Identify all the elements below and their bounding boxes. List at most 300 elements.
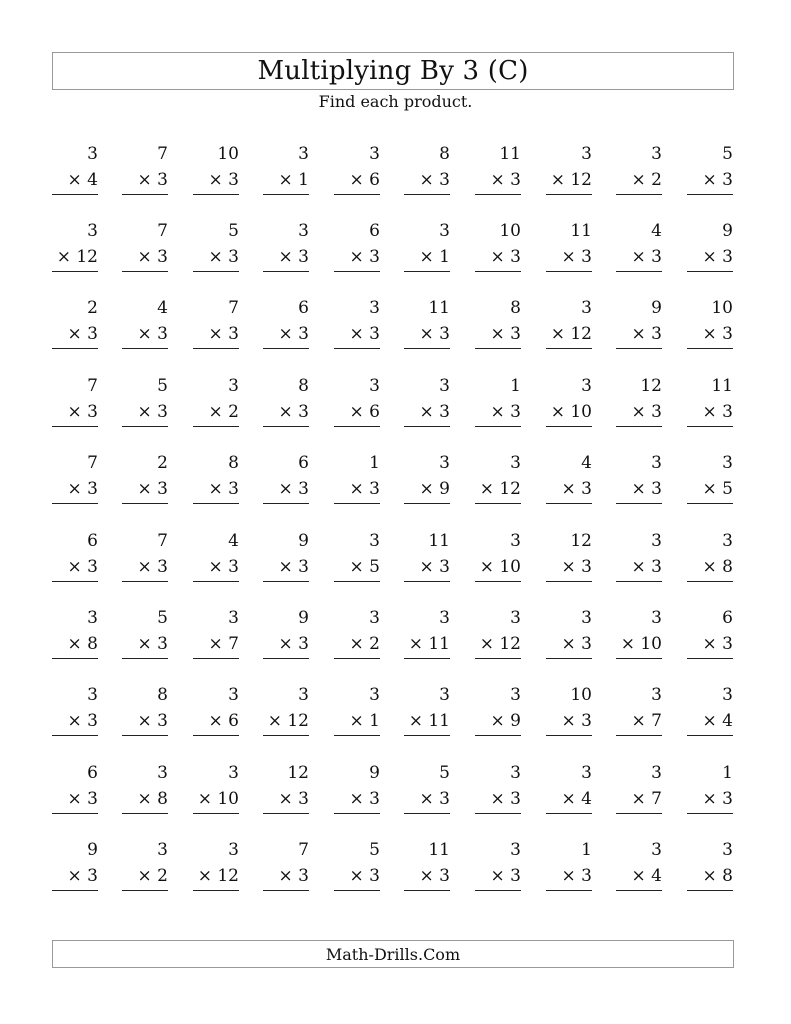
multiplier: × 3	[208, 324, 239, 344]
multiplier: × 4	[702, 711, 733, 731]
multiplier: × 3	[67, 324, 98, 344]
answer-line	[334, 658, 380, 659]
problem-4-7	[475, 378, 521, 427]
answer-line	[475, 271, 521, 272]
multiplier: × 3	[67, 557, 98, 577]
answer-line	[404, 581, 450, 582]
multiplicand: 6	[298, 453, 309, 473]
answer-line	[616, 735, 662, 736]
multiplier: × 3	[702, 634, 733, 654]
answer-line	[687, 658, 733, 659]
multiplier: × 2	[208, 402, 239, 422]
problem-10-2	[122, 842, 168, 891]
multiplicand: 1	[581, 840, 592, 860]
problem-7-3	[193, 610, 239, 659]
answer-line	[546, 813, 592, 814]
multiplier: × 1	[278, 170, 309, 190]
answer-line	[404, 658, 450, 659]
answer-line	[193, 890, 239, 891]
problem-6-9	[616, 533, 662, 582]
problem-7-9	[616, 610, 662, 659]
multiplier: × 3	[490, 324, 521, 344]
multiplier: × 3	[208, 479, 239, 499]
multiplicand: 3	[439, 376, 450, 396]
multiplier: × 3	[278, 479, 309, 499]
multiplicand: 3	[651, 608, 662, 628]
answer-line	[687, 271, 733, 272]
answer-line	[122, 735, 168, 736]
multiplicand: 3	[369, 531, 380, 551]
multiplier: × 12	[479, 634, 521, 654]
problem-2-9	[616, 223, 662, 272]
multiplicand: 3	[651, 144, 662, 164]
answer-line	[546, 581, 592, 582]
multiplicand: 5	[157, 608, 168, 628]
answer-line	[687, 735, 733, 736]
answer-line	[404, 890, 450, 891]
problem-8-10	[687, 687, 733, 736]
answer-line	[263, 194, 309, 195]
problem-4-8	[546, 378, 592, 427]
multiplicand: 3	[87, 221, 98, 241]
problem-5-2	[122, 455, 168, 504]
multiplier: × 5	[702, 479, 733, 499]
multiplier: × 3	[349, 324, 380, 344]
answer-line	[404, 735, 450, 736]
multiplier: × 4	[631, 866, 662, 886]
answer-line	[334, 503, 380, 504]
answer-line	[193, 503, 239, 504]
multiplicand: 3	[722, 453, 733, 473]
problem-1-1	[52, 146, 98, 195]
multiplier: × 3	[702, 247, 733, 267]
problem-7-10	[687, 610, 733, 659]
answer-line	[193, 581, 239, 582]
multiplier: × 3	[561, 557, 592, 577]
answer-line	[687, 426, 733, 427]
multiplicand: 3	[228, 376, 239, 396]
multiplier: × 3	[208, 557, 239, 577]
multiplicand: 3	[651, 453, 662, 473]
answer-line	[263, 813, 309, 814]
multiplicand: 6	[298, 298, 309, 318]
problem-9-7	[475, 765, 521, 814]
answer-line	[193, 426, 239, 427]
multiplier: × 7	[631, 789, 662, 809]
problem-6-8	[546, 533, 592, 582]
answer-line	[546, 271, 592, 272]
problem-1-3	[193, 146, 239, 195]
multiplier: × 10	[197, 789, 239, 809]
answer-line	[546, 735, 592, 736]
answer-line	[122, 658, 168, 659]
multiplier: × 3	[137, 634, 168, 654]
answer-line	[616, 581, 662, 582]
multiplicand: 10	[570, 685, 592, 705]
problem-8-7	[475, 687, 521, 736]
multiplier: × 3	[349, 866, 380, 886]
problem-9-9	[616, 765, 662, 814]
multiplier: × 3	[137, 324, 168, 344]
answer-line	[193, 735, 239, 736]
answer-line	[687, 194, 733, 195]
multiplier: × 3	[419, 170, 450, 190]
answer-line	[687, 581, 733, 582]
multiplier: × 11	[408, 711, 450, 731]
problem-6-3	[193, 533, 239, 582]
multiplier: × 10	[550, 402, 592, 422]
multiplicand: 3	[439, 221, 450, 241]
multiplicand: 4	[581, 453, 592, 473]
multiplier: × 8	[702, 557, 733, 577]
multiplier: × 6	[349, 170, 380, 190]
problem-4-4	[263, 378, 309, 427]
multiplier: × 2	[631, 170, 662, 190]
multiplicand: 3	[439, 453, 450, 473]
multiplicand: 3	[722, 685, 733, 705]
multiplier: × 3	[490, 789, 521, 809]
answer-line	[546, 348, 592, 349]
multiplicand: 3	[651, 763, 662, 783]
multiplicand: 3	[228, 608, 239, 628]
multiplicand: 9	[298, 531, 309, 551]
multiplicand: 3	[369, 144, 380, 164]
answer-line	[475, 813, 521, 814]
answer-line	[334, 271, 380, 272]
problem-5-9	[616, 455, 662, 504]
multiplier: × 9	[419, 479, 450, 499]
answer-line	[475, 890, 521, 891]
problem-3-3	[193, 300, 239, 349]
answer-line	[546, 194, 592, 195]
multiplicand: 9	[722, 221, 733, 241]
answer-line	[193, 271, 239, 272]
problem-1-6	[404, 146, 450, 195]
problem-9-3	[193, 765, 239, 814]
footer-text: Math-Drills.Com	[325, 944, 461, 964]
problem-2-3	[193, 223, 239, 272]
answer-line	[263, 348, 309, 349]
multiplier: × 3	[278, 557, 309, 577]
multiplicand: 9	[87, 840, 98, 860]
problem-9-6	[404, 765, 450, 814]
problem-7-1	[52, 610, 98, 659]
multiplicand: 5	[439, 763, 450, 783]
problem-5-1	[52, 455, 98, 504]
multiplicand: 1	[510, 376, 521, 396]
answer-line	[122, 890, 168, 891]
problem-5-3	[193, 455, 239, 504]
answer-line	[687, 813, 733, 814]
multiplier: × 4	[67, 170, 98, 190]
multiplier: × 10	[620, 634, 662, 654]
multiplier: × 3	[67, 402, 98, 422]
problem-5-5	[334, 455, 380, 504]
problem-7-2	[122, 610, 168, 659]
multiplier: × 3	[631, 247, 662, 267]
multiplier: × 3	[561, 247, 592, 267]
multiplicand: 3	[157, 840, 168, 860]
answer-line	[263, 503, 309, 504]
problem-10-7	[475, 842, 521, 891]
multiplier: × 3	[419, 402, 450, 422]
answer-line	[52, 658, 98, 659]
multiplicand: 3	[228, 763, 239, 783]
problem-8-9	[616, 687, 662, 736]
problem-4-10	[687, 378, 733, 427]
multiplier: × 5	[349, 557, 380, 577]
problem-10-4	[263, 842, 309, 891]
multiplier: × 3	[137, 170, 168, 190]
multiplicand: 3	[298, 221, 309, 241]
problem-8-3	[193, 687, 239, 736]
answer-line	[404, 194, 450, 195]
answer-line	[687, 890, 733, 891]
problem-9-5	[334, 765, 380, 814]
multiplicand: 11	[428, 840, 450, 860]
multiplicand: 3	[298, 144, 309, 164]
multiplicand: 11	[711, 376, 733, 396]
answer-line	[52, 271, 98, 272]
multiplier: × 4	[561, 789, 592, 809]
multiplier: × 3	[278, 866, 309, 886]
answer-line	[616, 658, 662, 659]
problem-8-5	[334, 687, 380, 736]
problem-4-1	[52, 378, 98, 427]
problem-7-5	[334, 610, 380, 659]
multiplicand: 3	[651, 685, 662, 705]
answer-line	[475, 658, 521, 659]
answer-line	[475, 348, 521, 349]
problem-2-10	[687, 223, 733, 272]
multiplicand: 3	[510, 608, 521, 628]
multiplicand: 3	[369, 608, 380, 628]
multiplicand: 10	[217, 144, 239, 164]
multiplier: × 3	[631, 479, 662, 499]
multiplier: × 12	[550, 324, 592, 344]
multiplicand: 3	[651, 531, 662, 551]
multiplicand: 6	[369, 221, 380, 241]
multiplicand: 3	[439, 608, 450, 628]
multiplicand: 3	[369, 685, 380, 705]
problem-3-8	[546, 300, 592, 349]
problem-7-8	[546, 610, 592, 659]
multiplier: × 3	[631, 557, 662, 577]
multiplicand: 7	[228, 298, 239, 318]
multiplier: × 3	[490, 170, 521, 190]
multiplier: × 2	[137, 866, 168, 886]
answer-line	[334, 194, 380, 195]
problem-4-6	[404, 378, 450, 427]
problem-3-2	[122, 300, 168, 349]
answer-line	[616, 426, 662, 427]
answer-line	[475, 426, 521, 427]
answer-line	[334, 426, 380, 427]
answer-line	[193, 813, 239, 814]
answer-line	[334, 890, 380, 891]
problem-9-8	[546, 765, 592, 814]
multiplier: × 6	[349, 402, 380, 422]
answer-line	[475, 735, 521, 736]
problem-3-10	[687, 300, 733, 349]
answer-line	[616, 503, 662, 504]
multiplier: × 3	[278, 634, 309, 654]
problem-4-9	[616, 378, 662, 427]
multiplier: × 3	[67, 479, 98, 499]
multiplicand: 12	[570, 531, 592, 551]
problem-8-4	[263, 687, 309, 736]
answer-line	[52, 581, 98, 582]
multiplier: × 3	[419, 557, 450, 577]
footer-box	[52, 940, 734, 968]
problem-10-6	[404, 842, 450, 891]
multiplier: × 3	[137, 247, 168, 267]
multiplicand: 1	[369, 453, 380, 473]
answer-line	[52, 890, 98, 891]
answer-line	[404, 813, 450, 814]
multiplier: × 12	[56, 247, 98, 267]
multiplier: × 3	[702, 789, 733, 809]
multiplicand: 3	[87, 685, 98, 705]
answer-line	[193, 194, 239, 195]
multiplicand: 10	[499, 221, 521, 241]
problem-7-7	[475, 610, 521, 659]
problem-10-8	[546, 842, 592, 891]
multiplier: × 3	[137, 711, 168, 731]
problem-2-6	[404, 223, 450, 272]
multiplicand: 8	[439, 144, 450, 164]
answer-line	[616, 813, 662, 814]
problem-6-6	[404, 533, 450, 582]
page-title: Multiplying By 3 (C)	[257, 56, 529, 86]
multiplier: × 3	[349, 789, 380, 809]
problem-7-4	[263, 610, 309, 659]
problem-3-6	[404, 300, 450, 349]
multiplicand: 10	[711, 298, 733, 318]
problem-4-3	[193, 378, 239, 427]
problem-6-10	[687, 533, 733, 582]
answer-line	[122, 426, 168, 427]
answer-line	[546, 426, 592, 427]
multiplier: × 3	[67, 711, 98, 731]
multiplier: × 6	[208, 711, 239, 731]
multiplier: × 3	[208, 247, 239, 267]
problem-4-5	[334, 378, 380, 427]
problem-7-6	[404, 610, 450, 659]
multiplicand: 2	[157, 453, 168, 473]
answer-line	[52, 426, 98, 427]
multiplicand: 3	[510, 685, 521, 705]
multiplicand: 11	[570, 221, 592, 241]
multiplicand: 3	[228, 685, 239, 705]
answer-line	[404, 271, 450, 272]
multiplicand: 3	[651, 840, 662, 860]
multiplicand: 6	[87, 531, 98, 551]
multiplier: × 12	[479, 479, 521, 499]
problem-6-7	[475, 533, 521, 582]
multiplier: × 3	[419, 324, 450, 344]
multiplicand: 7	[298, 840, 309, 860]
answer-line	[263, 271, 309, 272]
multiplier: × 3	[419, 866, 450, 886]
problem-2-2	[122, 223, 168, 272]
answer-line	[475, 503, 521, 504]
multiplicand: 3	[298, 685, 309, 705]
answer-line	[122, 348, 168, 349]
multiplicand: 11	[499, 144, 521, 164]
multiplicand: 11	[428, 298, 450, 318]
problem-9-1	[52, 765, 98, 814]
answer-line	[52, 813, 98, 814]
multiplicand: 8	[298, 376, 309, 396]
problem-5-6	[404, 455, 450, 504]
multiplicand: 7	[87, 453, 98, 473]
problem-6-1	[52, 533, 98, 582]
problem-1-8	[546, 146, 592, 195]
answer-line	[193, 658, 239, 659]
multiplier: × 3	[561, 711, 592, 731]
multiplier: × 3	[349, 247, 380, 267]
multiplier: × 9	[490, 711, 521, 731]
multiplicand: 8	[510, 298, 521, 318]
multiplicand: 6	[722, 608, 733, 628]
multiplier: × 3	[208, 170, 239, 190]
multiplicand: 3	[439, 685, 450, 705]
answer-line	[616, 271, 662, 272]
problem-2-1	[52, 223, 98, 272]
multiplicand: 5	[369, 840, 380, 860]
problem-8-6	[404, 687, 450, 736]
problem-2-8	[546, 223, 592, 272]
multiplier: × 3	[561, 479, 592, 499]
multiplicand: 3	[157, 763, 168, 783]
multiplier: × 1	[419, 247, 450, 267]
answer-line	[404, 503, 450, 504]
instructions: Find each product.	[318, 92, 473, 111]
problem-8-8	[546, 687, 592, 736]
multiplicand: 5	[157, 376, 168, 396]
answer-line	[52, 194, 98, 195]
multiplicand: 12	[640, 376, 662, 396]
multiplier: × 7	[208, 634, 239, 654]
multiplier: × 1	[349, 711, 380, 731]
answer-line	[334, 813, 380, 814]
multiplicand: 7	[157, 531, 168, 551]
multiplicand: 6	[87, 763, 98, 783]
multiplicand: 3	[581, 144, 592, 164]
multiplicand: 9	[298, 608, 309, 628]
multiplier: × 3	[561, 866, 592, 886]
problem-9-10	[687, 765, 733, 814]
answer-line	[122, 503, 168, 504]
problem-1-9	[616, 146, 662, 195]
multiplicand: 3	[510, 840, 521, 860]
answer-line	[122, 813, 168, 814]
multiplier: × 12	[197, 866, 239, 886]
problem-10-3	[193, 842, 239, 891]
multiplier: × 3	[137, 557, 168, 577]
multiplicand: 4	[157, 298, 168, 318]
multiplicand: 11	[428, 531, 450, 551]
multiplicand: 9	[651, 298, 662, 318]
problem-1-4	[263, 146, 309, 195]
problem-2-4	[263, 223, 309, 272]
answer-line	[616, 194, 662, 195]
multiplicand: 3	[369, 298, 380, 318]
multiplicand: 5	[228, 221, 239, 241]
answer-line	[334, 581, 380, 582]
problem-3-9	[616, 300, 662, 349]
